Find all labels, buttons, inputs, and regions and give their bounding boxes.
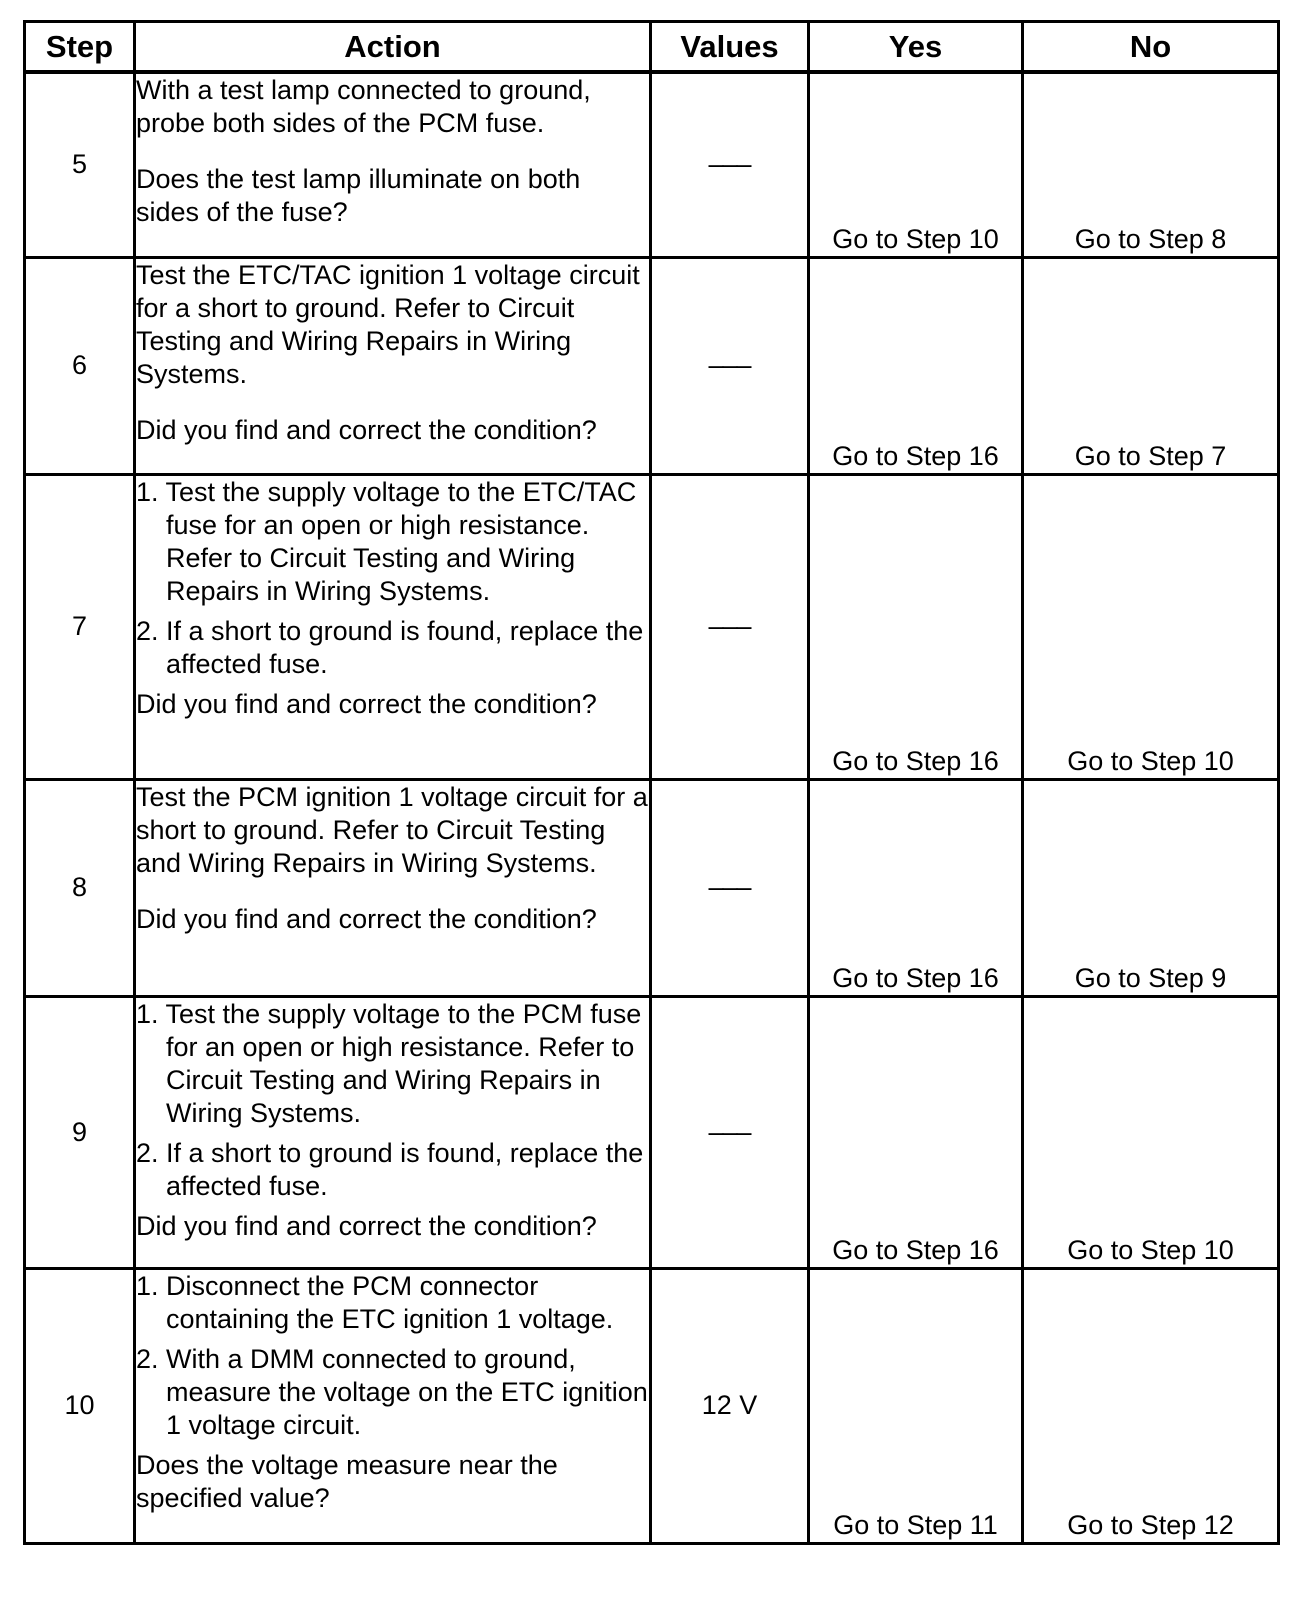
table-row: [25, 996, 1279, 1268]
header-action: Action: [135, 22, 651, 73]
action-step-item: 1. Test the supply voltage to the ETC/TAC fuse for an open or high resistance. Refer to Circuit Testing and Wiring Repairs in Wiring Systems.: [136, 476, 637, 606]
action-question: Did you find and correct the condition?: [136, 1210, 597, 1241]
table-row: [25, 257, 1279, 474]
yes-cell: Go to Step 16: [809, 257, 1023, 474]
header-no: No: [1023, 22, 1279, 73]
value-cell: [651, 257, 809, 474]
value-cell: [651, 72, 809, 257]
action-cell: [135, 996, 651, 1268]
value-text: –––: [708, 1116, 751, 1147]
yes-cell: Go to Step 10: [809, 72, 1023, 257]
no-cell: Go to Step 10: [1023, 474, 1279, 779]
action-question: Did you find and correct the condition?: [136, 414, 597, 445]
action-intro: Test the PCM ignition 1 voltage circuit for a short to ground. Refer to Circuit Testing and Wiring Repairs in Wiring Systems.: [136, 781, 648, 878]
action-steps-list: [136, 476, 649, 681]
action-cell: [135, 72, 651, 257]
diagnostic-table-container: [23, 20, 1280, 1545]
action-question: Does the voltage measure near the specified value?: [136, 1449, 558, 1513]
action-intro: Test the ETC/TAC ignition 1 voltage circuit for a short to ground. Refer to Circuit Testing and Wiring Repairs in Wiring Systems.: [136, 259, 640, 389]
no-cell: Go to Step 10: [1023, 996, 1279, 1268]
value-text: –––: [708, 872, 751, 902]
yes-cell: Go to Step 11: [809, 1268, 1023, 1543]
action-step-item: 2. If a short to ground is found, replace the affected fuse.: [136, 1137, 644, 1201]
table-row: [25, 474, 1279, 779]
value-text: –––: [708, 350, 751, 380]
header-step: Step: [25, 22, 135, 73]
action-step-item: 1. Disconnect the PCM connector containing the ETC ignition 1 voltage.: [136, 1270, 614, 1334]
action-steps-list: [136, 998, 649, 1203]
value-text: –––: [708, 611, 751, 641]
step-number: 6: [25, 257, 135, 474]
value-text: –––: [708, 149, 751, 180]
action-steps-list: [136, 1270, 649, 1442]
action-intro: With a test lamp connected to ground, probe both sides of the PCM fuse.: [136, 75, 591, 138]
no-cell: Go to Step 9: [1023, 779, 1279, 996]
step-number: 10: [25, 1268, 135, 1543]
action-step-item: 2. If a short to ground is found, replace the affected fuse.: [136, 615, 644, 679]
action-cell: [135, 779, 651, 996]
step-number: 7: [25, 474, 135, 779]
table-row: [25, 72, 1279, 257]
table-row: [25, 1268, 1279, 1543]
yes-cell: Go to Step 16: [809, 474, 1023, 779]
action-question: Did you find and correct the condition?: [136, 688, 597, 719]
action-cell: [135, 1268, 651, 1543]
no-cell: Go to Step 12: [1023, 1268, 1279, 1543]
action-question: Does the test lamp illuminate on both sides of the fuse?: [136, 164, 581, 227]
value-cell: [651, 996, 809, 1268]
no-cell: Go to Step 7: [1023, 257, 1279, 474]
step-number: 5: [25, 72, 135, 257]
no-cell: Go to Step 8: [1023, 72, 1279, 257]
value-cell: [651, 1268, 809, 1543]
header-yes: Yes: [809, 22, 1023, 73]
value-cell: [651, 779, 809, 996]
header-row: [25, 22, 1279, 73]
diagnostic-table: [23, 20, 1280, 1545]
value-text: 12 V: [701, 1390, 758, 1420]
action-cell: [135, 257, 651, 474]
value-cell: [651, 474, 809, 779]
table-row: [25, 779, 1279, 996]
header-values: Values: [651, 22, 809, 73]
yes-cell: Go to Step 16: [809, 779, 1023, 996]
action-cell: [135, 474, 651, 779]
action-step-item: 2. With a DMM connected to ground, measure the voltage on the ETC ignition 1 voltage circuit.: [136, 1343, 648, 1440]
table-body: [25, 72, 1279, 1543]
action-step-item: 1. Test the supply voltage to the PCM fuse for an open or high resistance. Refer to Circuit Testing and Wiring Repairs in Wiring Systems.: [136, 998, 642, 1128]
step-number: 9: [25, 996, 135, 1268]
action-question: Did you find and correct the condition?: [136, 903, 597, 934]
step-number: 8: [25, 779, 135, 996]
yes-cell: Go to Step 16: [809, 996, 1023, 1268]
